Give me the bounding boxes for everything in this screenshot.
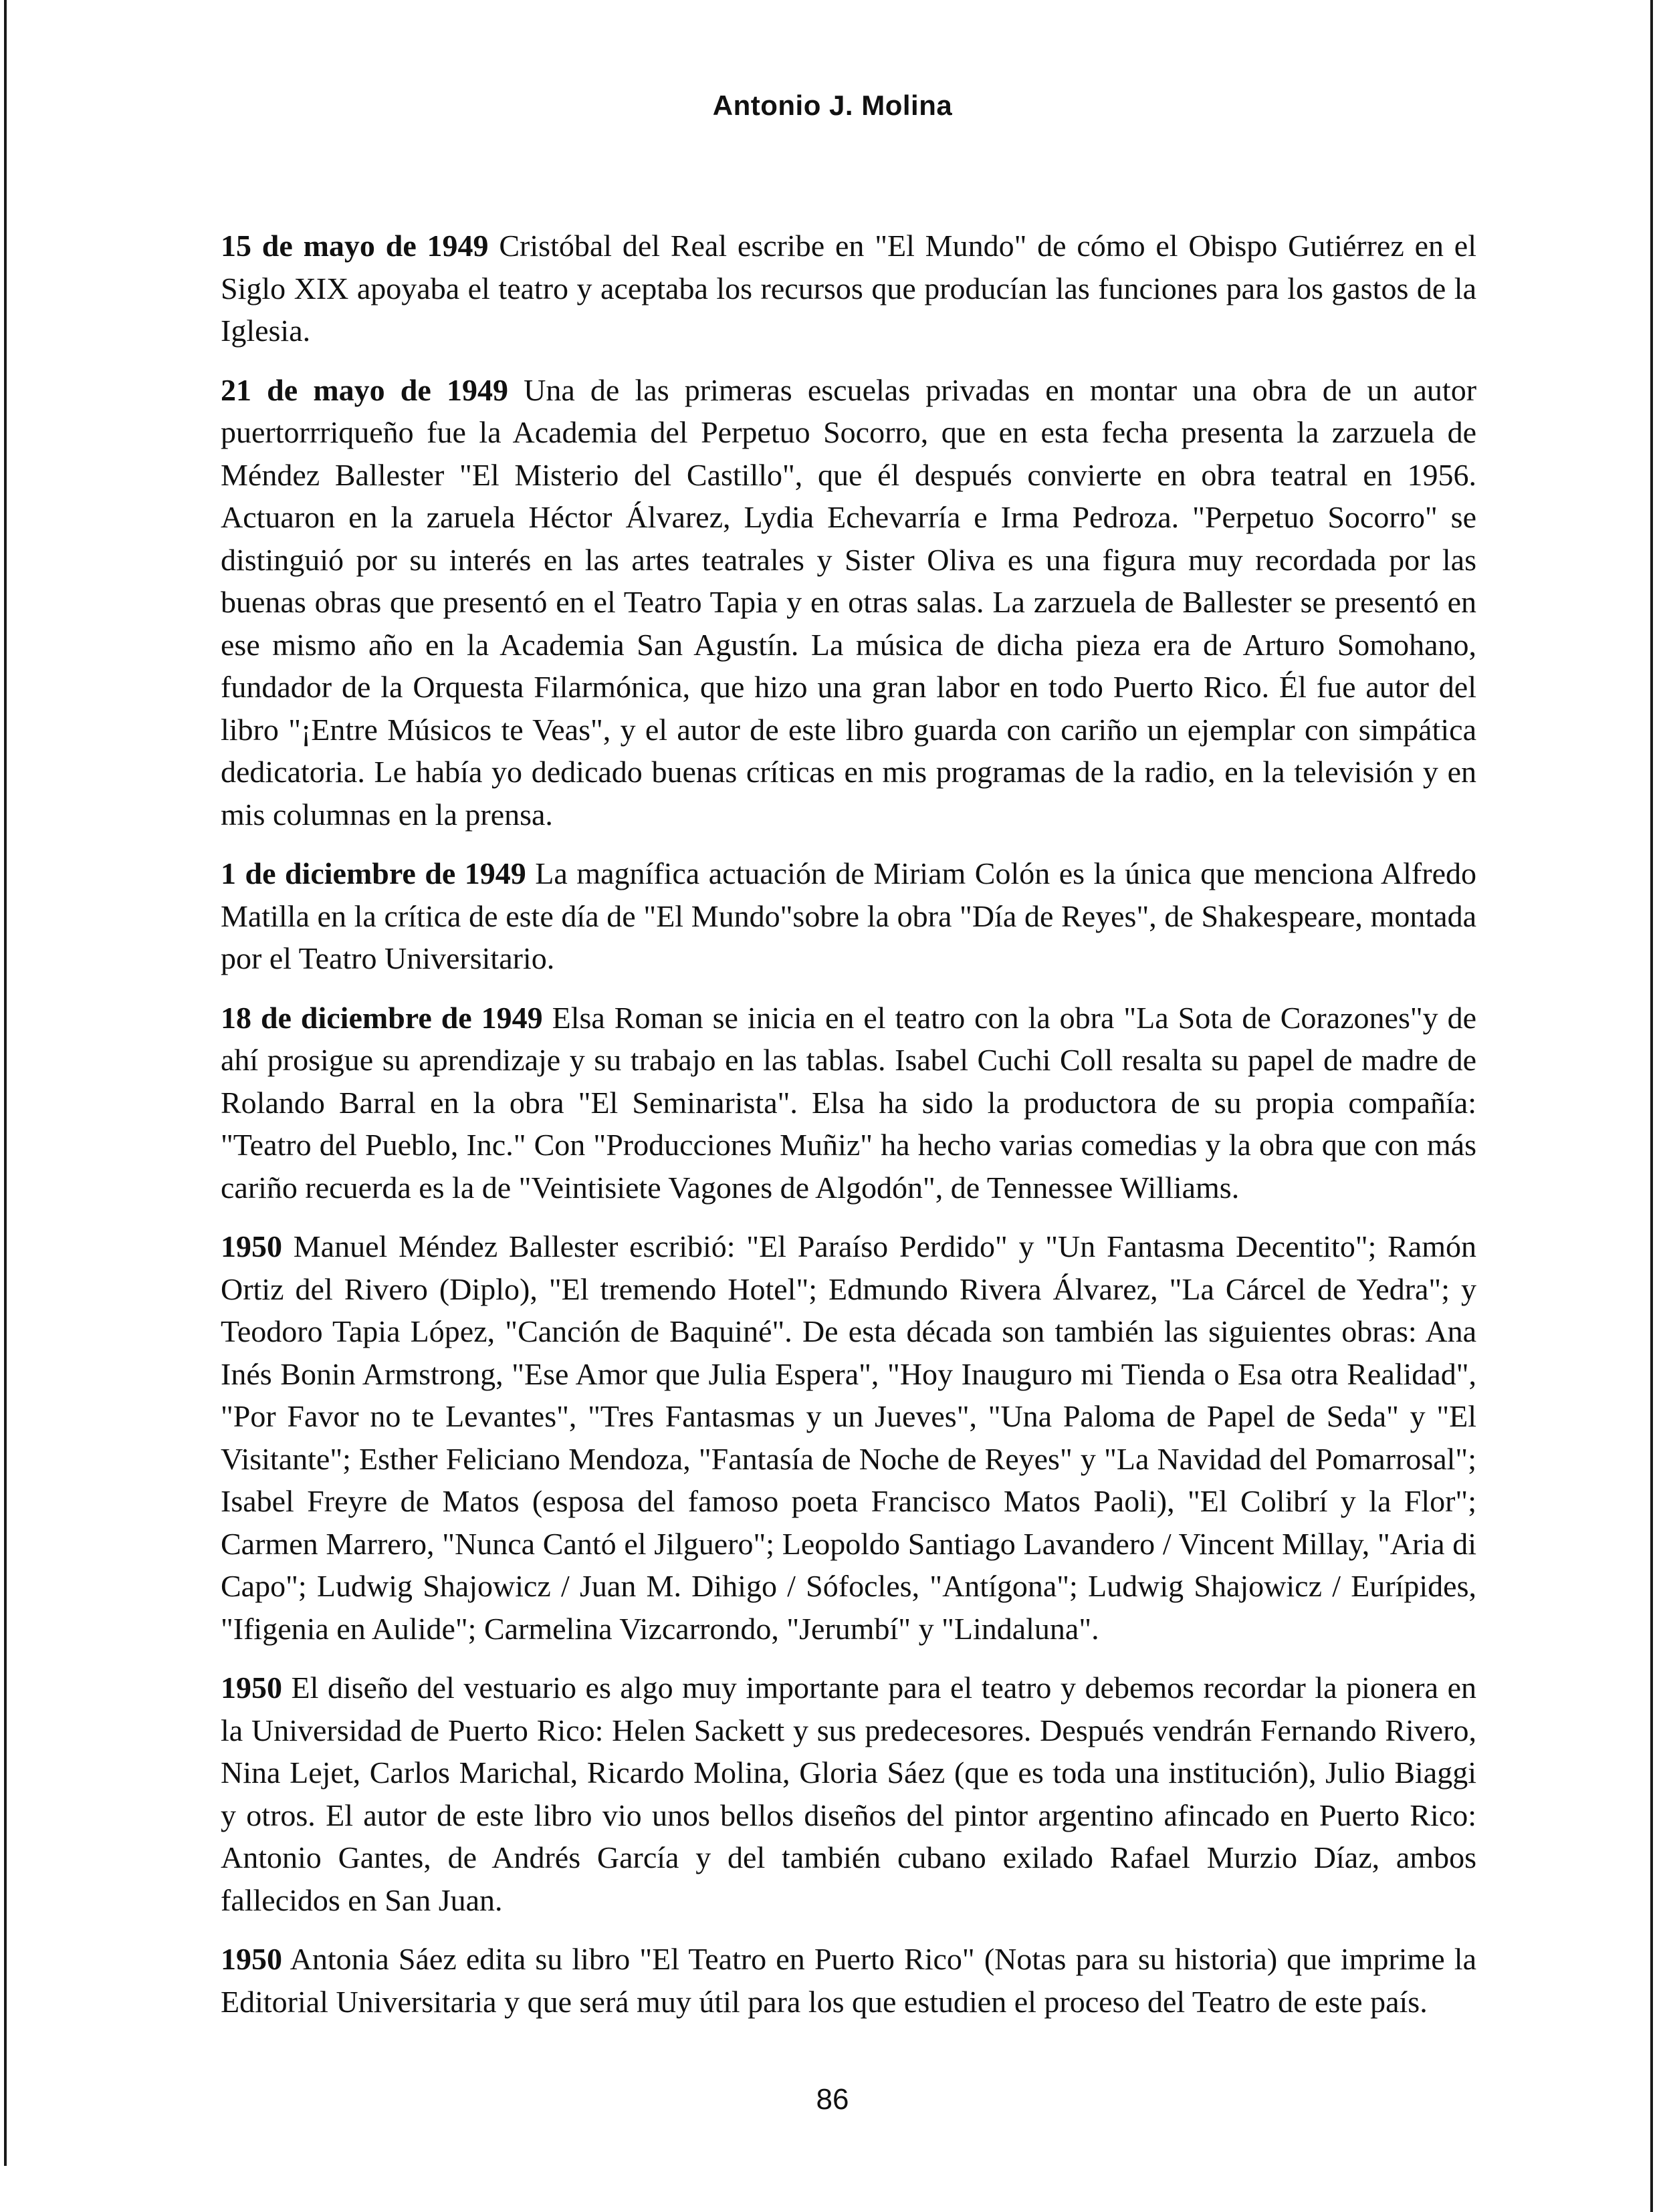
entry-date: 1950 (221, 1671, 282, 1705)
page-body (221, 225, 1476, 2040)
chronology-entry (221, 225, 1476, 352)
page-number: 86 (816, 2083, 849, 2116)
chronology-entry (221, 1938, 1476, 2023)
chronology-entry (221, 852, 1476, 980)
entry-text: Una de las primeras escuelas privadas en montar una obra de un autor puertorrriqueño fue la Academia del Perpetuo Socorro, que en esta fecha presenta la zarzuela de Méndez Ballester "El Misterio del Castillo", que él después convierte en obra teatral en 1956. Actuaron en la zaruela Héctor Álvarez, Lydia Echevarría e Irma Pedroza. "Perpetuo Socorro" se distinguió por su interés en las artes teatrales y Sister Oliva es una figura muy recordada por las buenas obras que presentó en el Teatro Tapia y en otras salas. La zarzuela de Ballester se presentó en ese mismo año en la Academia San Agustín. La música de dicha pieza era de Arturo Somohano, fundador de la Orquesta Filarmónica, que hizo una gran labor en todo Puerto Rico. Él fue autor del libro "¡Entre Músicos te Veas", y el autor de este libro guarda con cariño un ejemplar con simpática dedicatoria. Le había yo dedicado buenas críticas en mis programas de la radio, en la televisión y en mis columnas en la prensa. (221, 372, 1477, 832)
entry-text: El diseño del vestuario es algo muy importante para el teatro y debemos recordar la pionera en la Universidad de Puerto Rico: Helen Sackett y sus predecesores. Después vendrán Fernando Rivero, Nina Lejet, Carlos Marichal, Ricardo Molina, Gloria Sáez (que es toda una institución), Julio Biaggi y otros. El autor de este libro vio unos bellos diseños del pintor argentino afincado en Puerto Rico: Antonio Gantes, de Andrés García y del también cubano exilado Rafael Murzio Díaz, ambos fallecidos en San Juan. (221, 1671, 1476, 1917)
entry-date: 18 de diciembre de 1949 (221, 1000, 543, 1035)
entry-text: Elsa Roman se inicia en el teatro con la obra "La Sota de Corazones"y de ahí prosigue su aprendizaje y su trabajo en las tablas. Isabel Cuchi Coll resalta su papel de madre de Rolando Barral en la obra "El Seminarista". Elsa ha sido la productora de su propia compañía: "Teatro del Pueblo, Inc." Con "Producciones Muñiz" ha hecho varias comedias y la obra que con más cariño recuerda es la de "Veintisiete Vagones de Algodón", de Tennessee Williams. (221, 1000, 1476, 1205)
entry-date: 1950 (221, 1942, 282, 1976)
entry-date: 15 de mayo de 1949 (221, 229, 489, 263)
chronology-entry (221, 1667, 1476, 1921)
entry-text: Cristóbal del Real escribe en "El Mundo" de cómo el Obispo Gutiérrez en el Siglo XIX apoyaba el teatro y aceptaba los recursos que producían las funciones para los gastos de la Iglesia. (221, 229, 1476, 348)
entry-text: La magnífica actuación de Miriam Colón es la única que menciona Alfredo Matilla en la crítica de este día de "El Mundo"sobre la obra "Día de Reyes", de Shakespeare, montada por el Teatro Universitario. (221, 856, 1476, 975)
entry-date: 21 de mayo de 1949 (221, 372, 508, 407)
running-head-author: Antonio J. Molina (712, 90, 953, 121)
entry-date: 1 de diciembre de 1949 (221, 856, 526, 890)
entry-text: Manuel Méndez Ballester escribió: "El Paraíso Perdido" y "Un Fantasma Decentito"; Ramón Ortiz del Rivero (Diplo), "El tremendo Hotel"; Edmundo Rivera Álvarez, "La Cárcel de Yedra"; y Teodoro Tapia López, "Canción de Baquiné". De esta década son también las siguientes obras: Ana Inés Bonin Armstrong, "Ese Amor que Julia Espera", "Hoy Inauguro mi Tienda o Esa otra Realidad", "Por Favor no te Levantes", "Tres Fantasmas y un Jueves", "Una Paloma de Papel de Seda" y "El Visitante"; Esther Feliciano Mendoza, "Fantasía de Noche de Reyes" y "La Navidad del Pomarrosal"; Isabel Freyre de Matos (esposa del famoso poeta Francisco Matos Paoli), "El Colibrí y la Flor"; Carmen Marrero, "Nunca Cantó el Jilguero"; Leopoldo Santiago Lavandero / Vincent Millay, "Aria di Capo"; Ludwig Shajowicz / Juan M. Dihigo / Sófocles, "Antígona"; Ludwig Shajowicz / Eurípides, "Ifigenia en Aulide"; Carmelina Vizcarrondo, "Jerumbí" y "Lindaluna". (221, 1229, 1477, 1646)
entry-date: 1950 (221, 1229, 282, 1263)
chronology-entry (221, 1225, 1476, 1650)
left-scan-border (4, 0, 7, 2166)
right-scan-border (1650, 0, 1653, 2212)
chronology-entry (221, 997, 1476, 1209)
entry-text: Antonia Sáez edita su libro "El Teatro en Puerto Rico" (Notas para su historia) que imprime la Editorial Universitaria y que será muy útil para los que estudien el proceso del Teatro de este país. (221, 1942, 1476, 2019)
chronology-entry (221, 369, 1476, 836)
